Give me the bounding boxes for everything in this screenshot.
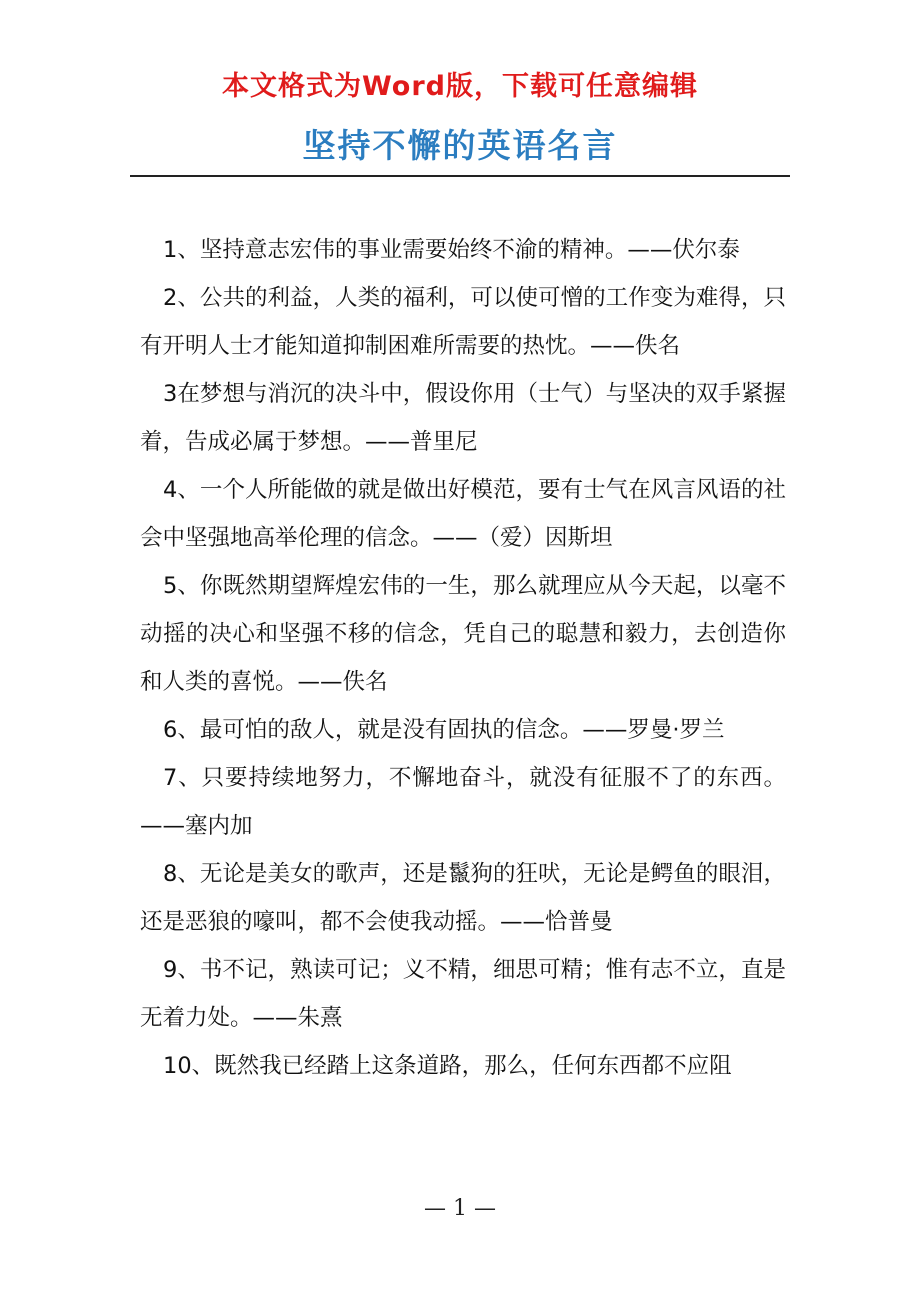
quote-item-8: 8、无论是美女的歌声，还是鬣狗的狂吠，无论是鳄鱼的眼泪，还是恶狼的嚎叫，都不会使我动摇。——恰普曼 <box>140 861 786 935</box>
format-notice-banner: 本文格式为Word版，下载可任意编辑 <box>221 71 698 102</box>
quote-item-9: 9、书不记，熟读可记；义不精，细思可精；惟有志不立，直是无着力处。——朱熹 <box>140 957 786 1031</box>
page-number: — 1 — <box>424 1196 496 1221</box>
quote-item-5: 5、你既然期望辉煌宏伟的一生，那么就理应从今天起，以毫不动摇的决心和坚强不移的信念，凭自己的聪慧和毅力，去创造你和人类的喜悦。——佚名 <box>140 573 786 695</box>
quote-item-7: 7、只要持续地努力，不懈地奋斗，就没有征服不了的东西。——塞内加 <box>140 765 786 839</box>
quote-item-10: 10、既然我已经踏上这条道路，那么，任何东西都不应阻 <box>163 1053 732 1079</box>
quote-item-1: 1、坚持意志宏伟的事业需要始终不渝的精神。——伏尔泰 <box>163 237 740 263</box>
quote-list <box>140 226 786 1090</box>
title-divider <box>130 175 790 177</box>
quote-item-4: 4、一个人所能做的就是做出好模范，要有士气在风言风语的社会中坚强地高举伦理的信念。——（爱）因斯坦 <box>140 477 786 551</box>
quote-item-2: 2、公共的利益，人类的福利，可以使可憎的工作变为难得，只有开明人士才能知道抑制困难所需要的热忱。——佚名 <box>140 285 786 359</box>
page-title: 坚持不懈的英语名言 <box>302 126 618 165</box>
quote-item-6: 6、最可怕的敌人，就是没有固执的信念。——罗曼·罗兰 <box>163 717 725 743</box>
quote-item-3: 3在梦想与消沉的决斗中，假设你用（士气）与坚决的双手紧握着，告成必属于梦想。——普里尼 <box>140 381 786 455</box>
